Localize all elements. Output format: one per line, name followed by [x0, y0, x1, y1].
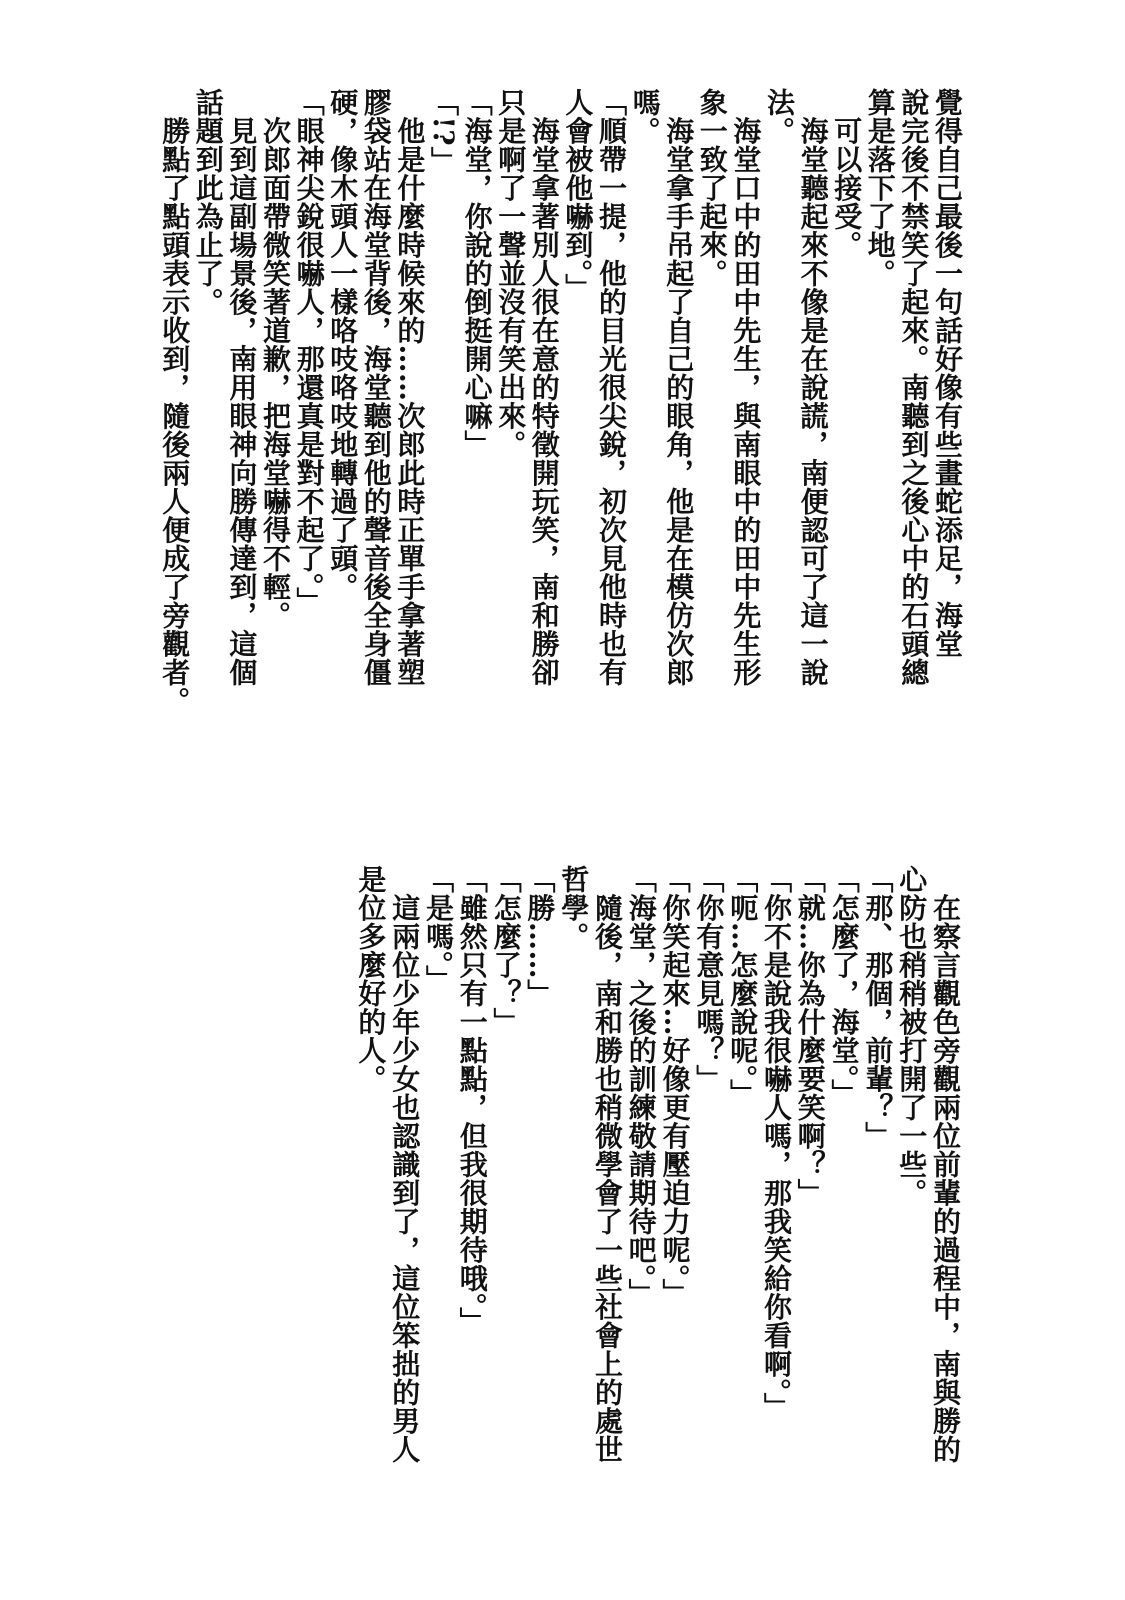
text-column: 「你笑起來…好像更有壓迫力呢。」: [658, 865, 692, 1307]
text-column: 「你不是說我很嚇人嗎，那我笑給你看啊。」: [760, 865, 793, 1421]
text-column: 見到這副場景後，南用眼神向勝傳達到，這個: [225, 88, 259, 687]
text-column: 象一致了起來。: [695, 88, 729, 288]
text-column: 算是落下了地。: [863, 88, 897, 288]
text-column: 「順帶一提，他的目光很尖銳，初次見他時也有: [595, 88, 628, 687]
text-column: 隨後，南和勝也稍微學會了一些社會上的處世: [591, 865, 624, 1464]
text-column: 「你有意見嗎？」: [692, 865, 726, 1093]
text-column: 「!?」: [427, 88, 460, 175]
text-column: 「怎麼了，海堂。」: [827, 865, 861, 1108]
text-column: 人會被他嚇到。」: [561, 88, 595, 302]
text-column: 「那、那個，前輩？」: [861, 865, 895, 1150]
text-column: 硬，像木頭人一樣咯吱咯吱地轉過了頭。: [326, 88, 360, 601]
text-column: 海堂聽起來不像是在說謊，南便認可了這一說: [796, 88, 830, 687]
text-column: 海堂拿著別人很在意的特徵開玩笑，南和勝卻: [527, 88, 561, 687]
text-column: 這兩位少年少女也認識到了，這位笨拙的男人: [388, 865, 422, 1464]
text-column: 是位多麼好的人。: [354, 865, 388, 1093]
text-column: 心防也稍稍被打開了一些。: [895, 865, 929, 1207]
text-column: 勝點了點頭表示收到，隨後兩人便成了旁觀者。: [158, 88, 192, 715]
text-column: 「怎麼了？」: [489, 865, 523, 1036]
text-column: 「是嗎。」: [422, 865, 455, 994]
text-column: 法。: [763, 88, 796, 145]
text-column: 只是啊了一聲並沒有笑出來。: [494, 88, 528, 459]
text-column: 膠袋站在海堂背後，海堂聽到他的聲音後全身僵: [359, 88, 393, 687]
text-column: 「眼神尖銳很嚇人，那還真是對不起了。」: [292, 88, 326, 616]
text-column: 哲學。: [557, 865, 591, 951]
text-column: 可以接受。: [830, 88, 864, 259]
text-column: 他是什麼時候來的……次郎此時正單手拿著塑: [393, 88, 427, 687]
text-column: 嗎。: [628, 88, 662, 145]
text-column: 海堂口中的田中先生，與南眼中的田中先生形: [729, 88, 763, 687]
text-column: 在察言觀色旁觀兩位前輩的過程中，南與勝的: [929, 865, 962, 1464]
text-column: 次郎面帶微笑著道歉，把海堂嚇得不輕。: [259, 88, 292, 630]
text-column: 「海堂，你說的倒挺開心嘛」: [460, 88, 494, 459]
text-column: 「呃…怎麼說呢。」: [726, 865, 760, 1108]
text-column: 「雖然只有一點點，但我很期待哦。」: [455, 865, 489, 1336]
text-column: 「勝……」: [523, 865, 557, 1008]
text-column: 「海堂，之後的訓練敬請期待吧。」: [624, 865, 658, 1307]
text-column: 覺得自己最後一句話好像有些畫蛇添足，海堂: [931, 88, 964, 658]
text-column: 「就…你為什麼要笑啊？」: [793, 865, 827, 1207]
text-column: 海堂拿手吊起了自己的眼角，他是在模仿次郎: [662, 88, 696, 687]
text-column: 話題到此為止了。: [191, 88, 225, 316]
text-column: 說完後不禁笑了起來。南聽到之後心中的石頭總: [897, 88, 931, 687]
